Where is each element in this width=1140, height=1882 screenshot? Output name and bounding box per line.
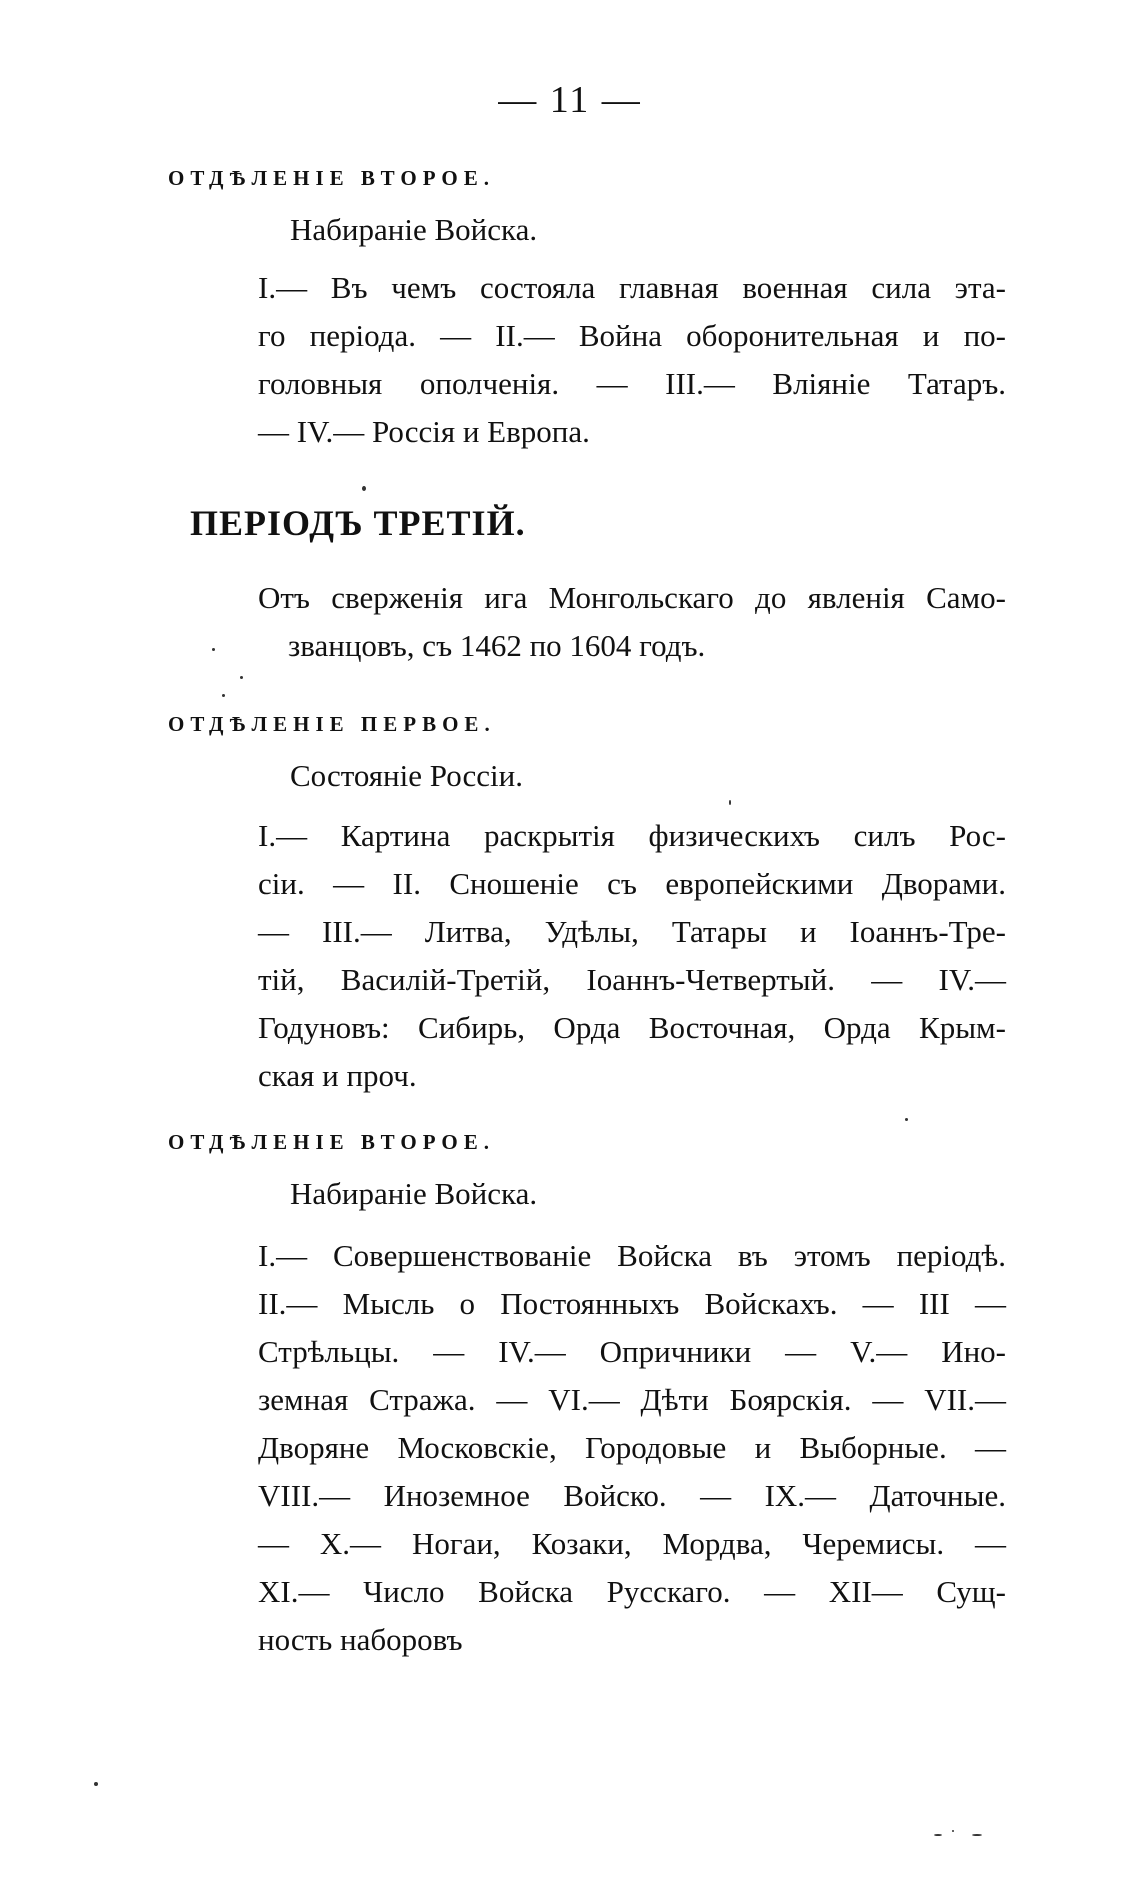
scan-speck xyxy=(729,800,731,805)
page-number: — 11 — xyxy=(498,79,642,121)
text-line: сіи. — II. Сношеніе съ европейскими Дворами. xyxy=(258,866,1006,901)
text-line: — X.— Ногаи, Козаки, Мордва, Черемисы. — xyxy=(258,1526,1006,1561)
scan-speck xyxy=(934,1834,942,1836)
section-contents xyxy=(258,1232,1006,1664)
section-title: Набираніе Войска. xyxy=(290,212,538,247)
text-line: Годуновъ: Сибирь, Орда Восточная, Орда Крым- xyxy=(258,1010,1006,1045)
section-contents xyxy=(258,812,1006,1100)
section-title: Состояніе Россіи. xyxy=(290,758,523,793)
scan-speck xyxy=(972,1834,982,1836)
scan-speck xyxy=(952,1830,954,1832)
text-line: Стрѣльцы. — IV.— Опричники — V.— Ино- xyxy=(258,1334,1006,1369)
section-title: Набираніе Войска. xyxy=(290,1176,538,1211)
text-line: — IV.— Россія и Европа. xyxy=(258,414,590,449)
text-line: I.— Совершенствованіе Войска въ этомъ періодѣ. xyxy=(258,1238,1006,1273)
section-heading: ОТДѢЛЕНІЕ ПЕРВОЕ. xyxy=(168,712,496,736)
period-description xyxy=(258,574,1006,670)
scan-speck xyxy=(94,1782,98,1786)
text-line: VIII.— Иноземное Войско. — IX.— Даточные. xyxy=(258,1478,1006,1513)
scan-speck xyxy=(905,1118,908,1121)
text-line: тій, Василій-Третій, Іоаннъ-Четвертый. — IV.— xyxy=(258,962,1006,997)
scan-speck xyxy=(222,694,225,697)
text-line: земная Стража. — VI.— Дѣти Боярскія. — VII.— xyxy=(258,1382,1006,1417)
text-line: — III.— Литва, Удѣлы, Татары и Іоаннъ-Тре- xyxy=(258,914,1006,949)
scan-speck xyxy=(240,676,243,679)
scan-speck xyxy=(362,486,366,491)
text-line: ность наборовъ xyxy=(258,1622,463,1657)
section-contents xyxy=(258,264,1006,456)
text-line: XI.— Число Войска Русскаго. — XII— Сущ- xyxy=(258,1574,1006,1609)
text-line: II.— Мысль о Постоянныхъ Войскахъ. — III — xyxy=(258,1286,1006,1321)
text-line: I.— Картина раскрытія физическихъ силъ Рос- xyxy=(258,818,1006,853)
text-line: званцовъ, съ 1462 по 1604 годъ. xyxy=(288,628,706,663)
section-heading: ОТДѢЛЕНІЕ ВТОРОЕ. xyxy=(168,166,496,190)
text-line: Отъ сверженія ига Монгольскаго до явленія Само- xyxy=(258,580,1006,615)
scan-speck xyxy=(212,648,215,651)
text-line: I.— Въ чемъ состояла главная военная сила эта- xyxy=(258,270,1006,305)
text-line: го періода. — II.— Война оборонительная и по- xyxy=(258,318,1006,353)
text-line: Дворяне Московскіе, Городовые и Выборные. — xyxy=(258,1430,1006,1465)
text-line: головныя ополченія. — III.— Вліяніе Татаръ. xyxy=(258,366,1006,401)
section-heading: ОТДѢЛЕНІЕ ВТОРОЕ. xyxy=(168,1130,496,1154)
text-line: ская и проч. xyxy=(258,1058,417,1093)
period-title: ПЕРІОДЪ ТРЕТІЙ. xyxy=(190,503,526,543)
